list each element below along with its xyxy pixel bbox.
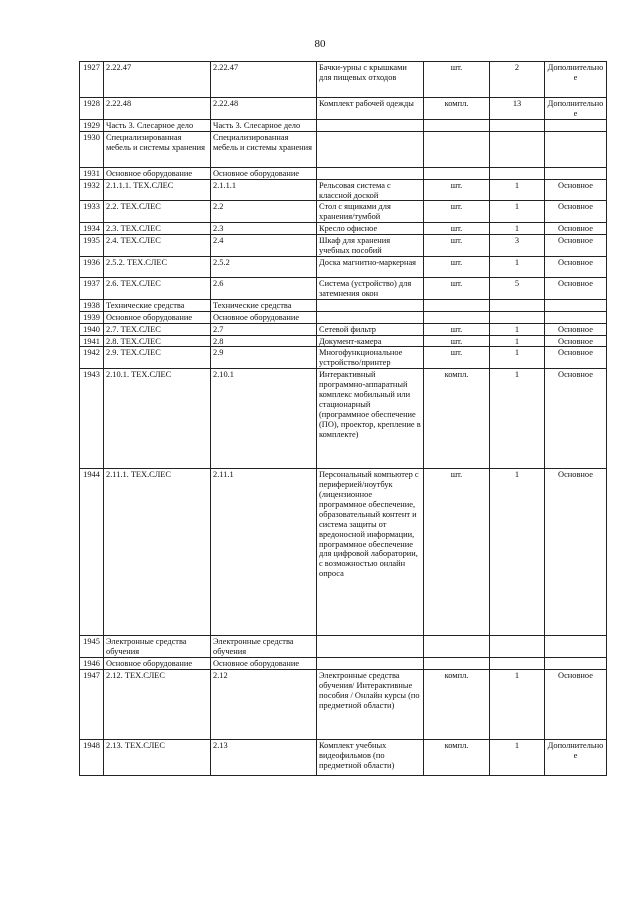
table-row: [80, 658, 607, 670]
item-name-cell: Многофункциональное устройство/принтер: [317, 347, 424, 369]
quantity-cell: [490, 311, 545, 323]
quantity-cell: 1: [490, 256, 545, 277]
quantity-cell: 3: [490, 235, 545, 257]
row-number-cell: 1929: [80, 119, 104, 131]
reference-cell: 2.13: [211, 739, 317, 775]
position-code-cell: 2.7. ТЕХ.СЛЕС: [104, 323, 211, 335]
quantity-cell: 1: [490, 669, 545, 739]
unit-cell: шт.: [424, 256, 490, 277]
reference-cell: 2.8: [211, 335, 317, 347]
equipment-type-cell: Основное: [545, 256, 607, 277]
equipment-type-cell: [545, 119, 607, 131]
item-name-cell: Рельсовая система с классной доской: [317, 179, 424, 201]
row-number-cell: 1945: [80, 636, 104, 658]
unit-cell: компл.: [424, 669, 490, 739]
item-name-cell: [317, 636, 424, 658]
unit-cell: шт.: [424, 335, 490, 347]
item-name-cell: Стол с ящиками для хранения/тумбой: [317, 201, 424, 223]
item-name-cell: Кресло офисное: [317, 223, 424, 235]
table-row: [80, 369, 607, 469]
unit-cell: [424, 119, 490, 131]
equipment-type-cell: [545, 311, 607, 323]
reference-cell: Технические средства: [211, 299, 317, 311]
position-code-cell: Специализированная мебель и системы хранения: [104, 131, 211, 167]
equipment-type-cell: Дополнительное: [545, 62, 607, 98]
item-name-cell: [317, 311, 424, 323]
reference-cell: Основное оборудование: [211, 311, 317, 323]
equipment-type-cell: [545, 658, 607, 670]
row-number-cell: 1935: [80, 235, 104, 257]
table-row: [80, 131, 607, 167]
item-name-cell: [317, 131, 424, 167]
row-number-cell: 1938: [80, 299, 104, 311]
equipment-type-cell: Основное: [545, 335, 607, 347]
item-name-cell: Документ-камера: [317, 335, 424, 347]
reference-cell: 2.4: [211, 235, 317, 257]
position-code-cell: 2.10.1. ТЕХ.СЛЕС: [104, 369, 211, 469]
unit-cell: шт.: [424, 223, 490, 235]
reference-cell: Основное оборудование: [211, 658, 317, 670]
position-code-cell: 2.22.47: [104, 62, 211, 98]
table-row: [80, 98, 607, 120]
reference-cell: 2.10.1: [211, 369, 317, 469]
equipment-type-cell: Основное: [545, 201, 607, 223]
table-row: [80, 347, 607, 369]
row-number-cell: 1932: [80, 179, 104, 201]
item-name-cell: Сетевой фильтр: [317, 323, 424, 335]
unit-cell: шт.: [424, 323, 490, 335]
position-code-cell: Часть 3. Слесарное дело: [104, 119, 211, 131]
position-code-cell: 2.5.2. ТЕХ.СЛЕС: [104, 256, 211, 277]
unit-cell: шт.: [424, 179, 490, 201]
table-row: [80, 469, 607, 636]
unit-cell: [424, 311, 490, 323]
unit-cell: [424, 131, 490, 167]
equipment-type-cell: [545, 636, 607, 658]
table-row: [80, 179, 607, 201]
quantity-cell: 1: [490, 223, 545, 235]
position-code-cell: Электронные средства обучения: [104, 636, 211, 658]
unit-cell: компл.: [424, 369, 490, 469]
row-number-cell: 1939: [80, 311, 104, 323]
row-number-cell: 1948: [80, 739, 104, 775]
row-number-cell: 1931: [80, 167, 104, 179]
equipment-type-cell: Дополнительное: [545, 739, 607, 775]
item-name-cell: Персональный компьютер с периферией/ноутбук (лицензионное программное обеспечение, образовательный контент и система защиты от вредоносной информации, программное обеспечение для цифровой лаборатории, с возможностью онлайн опроса: [317, 469, 424, 636]
position-code-cell: Основное оборудование: [104, 311, 211, 323]
equipment-table-body: [80, 62, 607, 776]
table-row: [80, 636, 607, 658]
row-number-cell: 1943: [80, 369, 104, 469]
table-row: [80, 167, 607, 179]
table-row: [80, 201, 607, 223]
table-row: [80, 119, 607, 131]
reference-cell: 2.1.1.1: [211, 179, 317, 201]
row-number-cell: 1933: [80, 201, 104, 223]
quantity-cell: [490, 299, 545, 311]
quantity-cell: [490, 131, 545, 167]
quantity-cell: 1: [490, 347, 545, 369]
reference-cell: 2.12: [211, 669, 317, 739]
position-code-cell: 2.11.1. ТЕХ.СЛЕС: [104, 469, 211, 636]
position-code-cell: 2.9. ТЕХ.СЛЕС: [104, 347, 211, 369]
unit-cell: шт.: [424, 201, 490, 223]
table-row: [80, 235, 607, 257]
reference-cell: 2.6: [211, 277, 317, 299]
reference-cell: Часть 3. Слесарное дело: [211, 119, 317, 131]
reference-cell: Основное оборудование: [211, 167, 317, 179]
unit-cell: шт.: [424, 277, 490, 299]
item-name-cell: Бачки-урны с крышками для пищевых отходов: [317, 62, 424, 98]
position-code-cell: 2.2. ТЕХ.СЛЕС: [104, 201, 211, 223]
equipment-type-cell: Основное: [545, 347, 607, 369]
table-row: [80, 739, 607, 775]
table-row: [80, 277, 607, 299]
row-number-cell: 1936: [80, 256, 104, 277]
item-name-cell: Система (устройство) для затемнения окон: [317, 277, 424, 299]
table-row: [80, 62, 607, 98]
unit-cell: шт.: [424, 469, 490, 636]
unit-cell: шт.: [424, 347, 490, 369]
reference-cell: Специализированная мебель и системы хранения: [211, 131, 317, 167]
item-name-cell: Шкаф для хранения учебных пособий: [317, 235, 424, 257]
row-number-cell: 1928: [80, 98, 104, 120]
equipment-table: [79, 61, 607, 776]
reference-cell: 2.5.2: [211, 256, 317, 277]
quantity-cell: 1: [490, 739, 545, 775]
equipment-type-cell: Основное: [545, 223, 607, 235]
position-code-cell: 2.6. ТЕХ.СЛЕС: [104, 277, 211, 299]
unit-cell: [424, 167, 490, 179]
item-name-cell: [317, 167, 424, 179]
table-row: [80, 223, 607, 235]
quantity-cell: 5: [490, 277, 545, 299]
table-row: [80, 299, 607, 311]
table-row: [80, 256, 607, 277]
reference-cell: 2.9: [211, 347, 317, 369]
quantity-cell: 1: [490, 335, 545, 347]
row-number-cell: 1937: [80, 277, 104, 299]
row-number-cell: 1947: [80, 669, 104, 739]
position-code-cell: 2.1.1.1. ТЕХ.СЛЕС: [104, 179, 211, 201]
equipment-type-cell: [545, 299, 607, 311]
item-name-cell: Комплект рабочей одежды: [317, 98, 424, 120]
quantity-cell: [490, 167, 545, 179]
equipment-type-cell: [545, 167, 607, 179]
quantity-cell: [490, 658, 545, 670]
table-row: [80, 323, 607, 335]
item-name-cell: [317, 119, 424, 131]
quantity-cell: [490, 119, 545, 131]
quantity-cell: 13: [490, 98, 545, 120]
row-number-cell: 1940: [80, 323, 104, 335]
table-row: [80, 335, 607, 347]
table-row: [80, 669, 607, 739]
equipment-type-cell: Основное: [545, 369, 607, 469]
item-name-cell: Интерактивный программно-аппаратный комплекс мобильный или стационарный (программное обеспечение (ПО), проектор, крепление в комплекте): [317, 369, 424, 469]
row-number-cell: 1941: [80, 335, 104, 347]
unit-cell: [424, 299, 490, 311]
position-code-cell: Технические средства: [104, 299, 211, 311]
row-number-cell: 1946: [80, 658, 104, 670]
position-code-cell: Основное оборудование: [104, 658, 211, 670]
equipment-type-cell: Основное: [545, 179, 607, 201]
unit-cell: [424, 658, 490, 670]
unit-cell: шт.: [424, 235, 490, 257]
unit-cell: шт.: [424, 62, 490, 98]
row-number-cell: 1944: [80, 469, 104, 636]
equipment-type-cell: Основное: [545, 323, 607, 335]
quantity-cell: [490, 636, 545, 658]
reference-cell: Электронные средства обучения: [211, 636, 317, 658]
reference-cell: 2.7: [211, 323, 317, 335]
equipment-type-cell: Основное: [545, 669, 607, 739]
position-code-cell: 2.8. ТЕХ.СЛЕС: [104, 335, 211, 347]
unit-cell: компл.: [424, 739, 490, 775]
position-code-cell: 2.13. ТЕХ.СЛЕС: [104, 739, 211, 775]
reference-cell: 2.22.48: [211, 98, 317, 120]
item-name-cell: Электронные средства обучения/ Интерактивные пособия / Онлайн курсы (по предметной области): [317, 669, 424, 739]
position-code-cell: 2.3. ТЕХ.СЛЕС: [104, 223, 211, 235]
quantity-cell: 1: [490, 201, 545, 223]
reference-cell: 2.2: [211, 201, 317, 223]
reference-cell: 2.22.47: [211, 62, 317, 98]
equipment-type-cell: [545, 131, 607, 167]
position-code-cell: 2.12. ТЕХ.СЛЕС: [104, 669, 211, 739]
table-row: [80, 311, 607, 323]
quantity-cell: 2: [490, 62, 545, 98]
row-number-cell: 1934: [80, 223, 104, 235]
quantity-cell: 1: [490, 323, 545, 335]
position-code-cell: Основное оборудование: [104, 167, 211, 179]
item-name-cell: [317, 658, 424, 670]
quantity-cell: 1: [490, 369, 545, 469]
equipment-type-cell: Дополнительное: [545, 98, 607, 120]
unit-cell: [424, 636, 490, 658]
item-name-cell: [317, 299, 424, 311]
item-name-cell: Комплект учебных видеофильмов (по предметной области): [317, 739, 424, 775]
row-number-cell: 1927: [80, 62, 104, 98]
equipment-type-cell: Основное: [545, 277, 607, 299]
equipment-type-cell: Основное: [545, 469, 607, 636]
reference-cell: 2.11.1: [211, 469, 317, 636]
position-code-cell: 2.22.48: [104, 98, 211, 120]
item-name-cell: Доска магнитно-маркерная: [317, 256, 424, 277]
reference-cell: 2.3: [211, 223, 317, 235]
quantity-cell: 1: [490, 469, 545, 636]
equipment-type-cell: Основное: [545, 235, 607, 257]
unit-cell: компл.: [424, 98, 490, 120]
quantity-cell: 1: [490, 179, 545, 201]
page-number: 80: [314, 38, 326, 50]
position-code-cell: 2.4. ТЕХ.СЛЕС: [104, 235, 211, 257]
row-number-cell: 1930: [80, 131, 104, 167]
row-number-cell: 1942: [80, 347, 104, 369]
